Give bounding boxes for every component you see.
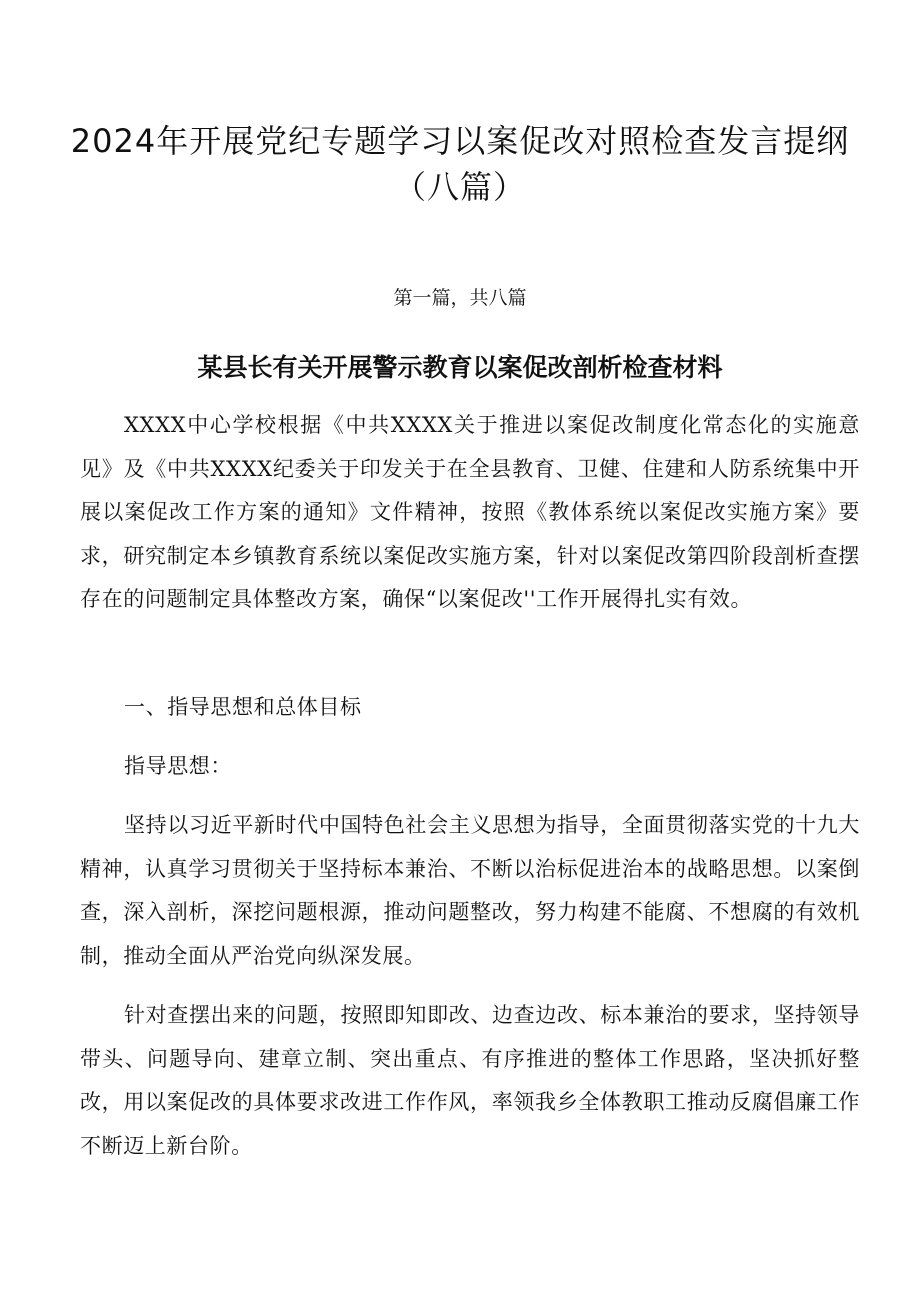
rectification-paragraph: 针对查摆出来的问题，按照即知即改、边查边改、标本兼治的要求，坚持领导带头、问题导向、建章立制、突出重点、有序推进的整体工作思路，坚决抓好整改，用以案促改的具体要求改进工作作风，率领我乡全体教职工推动反腐倡廉工作不断迈上新台阶。 — [80, 1003, 860, 1158]
part-label: 第一篇，共八篇 — [393, 287, 527, 309]
section-subtitle: 某县长有关开展警示教育以案促改剖析检查材料 — [197, 353, 723, 382]
guiding-thought-paragraph: 坚持以习近平新时代中国特色社会主义思想为指导，全面贯彻落实党的十九大精神，认真学习贯彻关于坚持标本兼治、不断以治标促进治本的战略思想。以案倒查，深入剖析，深挖问题根源，推动问题整改，努力构建不能腐、不想腐的有效机制，推动全面从严治党向纵深发展。 — [80, 813, 860, 968]
intro-paragraph: XXXX中心学校根据《中共XXXX关于推进以案促改制度化常态化的实施意见》及《中共XXXX纪委关于印发关于在全县教育、卫健、住建和人防系统集中开展以案促改工作方案的通知》文件精神，按照《教体系统以案促改实施方案》要求，研究制定本乡镇教育系统以案促改实施方案，针对以案促改第四阶段剖析查摆存在的问题制定具体整改方案，确保“以案促改''工作开展得扎实有效。 — [80, 413, 860, 611]
document-title-line2: （八篇） — [393, 168, 526, 206]
document-title-line1: 2024年开展党纪专题学习以案促改对照检查发言提纲 — [70, 122, 850, 160]
document-title — [60, 118, 860, 210]
subheading-guiding-thought: 指导思想： — [124, 754, 232, 778]
section-heading-guiding-and-goals: 一、指导思想和总体目标 — [124, 695, 362, 719]
